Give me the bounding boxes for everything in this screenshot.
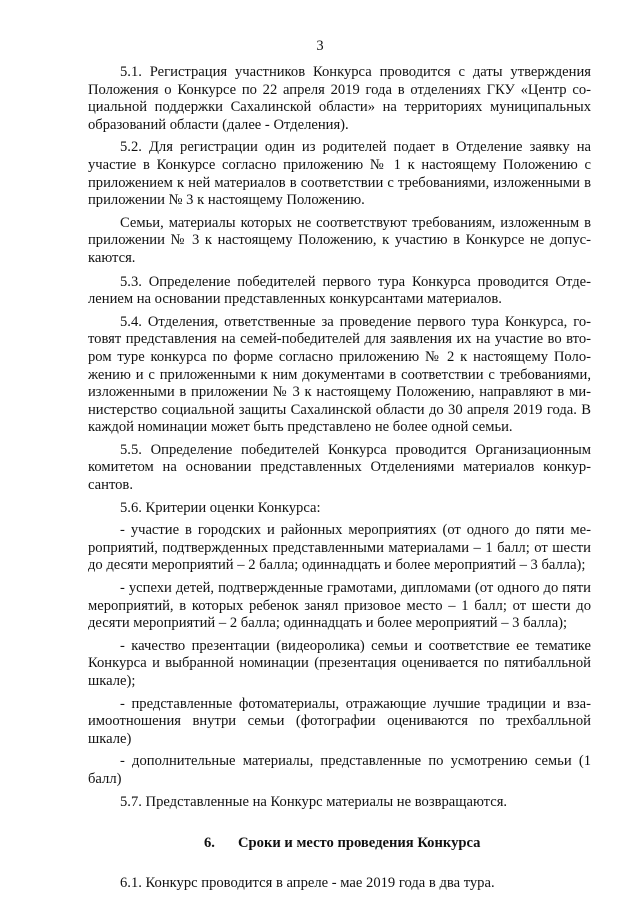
paragraph-rejection-note: Семьи, материалы которых не соответствуют требованиям, изложенным в приложении № 3 к настоящему Положению, к участию в Конкурсе не допускаются. — [88, 214, 591, 266]
paragraph-6-1: 6.1. Конкурс проводится в апреле - мае 2019 года в два тура. — [120, 874, 495, 891]
section-6-heading — [88, 835, 591, 853]
paragraph-5-6: 5.6. Критерии оценки Конкурса: — [120, 499, 321, 516]
criterion-presentation: - качество презентации (видеоролика) семьи и соответствие ее тематике Конкурса и выбранной номинации (презентация оценивается по пятибалльной шкале); — [88, 637, 591, 689]
paragraph-5-5: 5.5. Определение победителей Конкурса проводится Организационным комитетом на основании представленных Отделениями материалов конкурсантов. — [88, 441, 591, 494]
criterion-photos: - представленные фотоматериалы, отражающие лучшие традиции и взаимоотношения внутри семьи (фотографии оцениваются по трехбалльной шкале) — [88, 695, 591, 747]
paragraph-5-2: 5.2. Для регистрации один из родителей подает в Отделение заявку на участие в Конкурсе согласно приложению № 1 к настоящему Положению с приложением к ней материалов в соответствии с требованиями, изложенными в приложении № 3 к настоящему Положению. — [88, 139, 591, 209]
section-6-number: 6. — [204, 835, 215, 852]
paragraph-5-4: 5.4. Отделения, ответственные за проведение первого тура Конкурса, готовят представления на семей-победителей для заявления их на участие во втором туре конкурса по форме согласно приложению № 2 к настоящему Положению и с приложенными к ним документами в соответствии с требованиями, изложенными в приложении № 3 к настоящему Положению, направляют в министерство социальной защиты Сахалинской области до 30 апреля 2019 года. В каждой номинации может быть представлено не более одной семьи. — [88, 313, 591, 436]
document-body — [88, 64, 591, 897]
section-6-title: Сроки и место проведения Конкурса — [238, 835, 481, 852]
paragraph-5-1: 5.1. Регистрация участников Конкурса проводится с даты утверждения Положения о Конкурсе по 22 апреля 2019 года в отделениях ГКУ «Центр социальной поддержки Сахалинской области» на территориях муниципальных образований области (далее - Отделения). — [88, 64, 591, 133]
criterion-events: - участие в городских и районных мероприятиях (от одного до пяти мероприятий, подтвержденных представленными материалами – 1 балл; от шести до десяти мероприятий – 2 балла; одиннадцать и более мероприятий – 3 балла); — [88, 522, 591, 574]
criterion-additional: - дополнительные материалы, представленные по усмотрению семьи (1 балл) — [88, 753, 591, 787]
criterion-children-success: - успехи детей, подтвержденные грамотами, дипломами (от одного до пяти мероприятий, в которых ребенок занял призовое место – 1 балл; от шести до десяти мероприятий – 2 балла; одиннадцать и более мероприятий – 3 балла); — [88, 580, 591, 632]
paragraph-5-7: 5.7. Представленные на Конкурс материалы не возвращаются. — [120, 793, 508, 810]
page-number: 3 — [316, 38, 324, 54]
paragraph-5-3: 5.3. Определение победителей первого тура Конкурса проводится Отделением на основании представленных конкурсантами материалов. — [88, 273, 591, 308]
